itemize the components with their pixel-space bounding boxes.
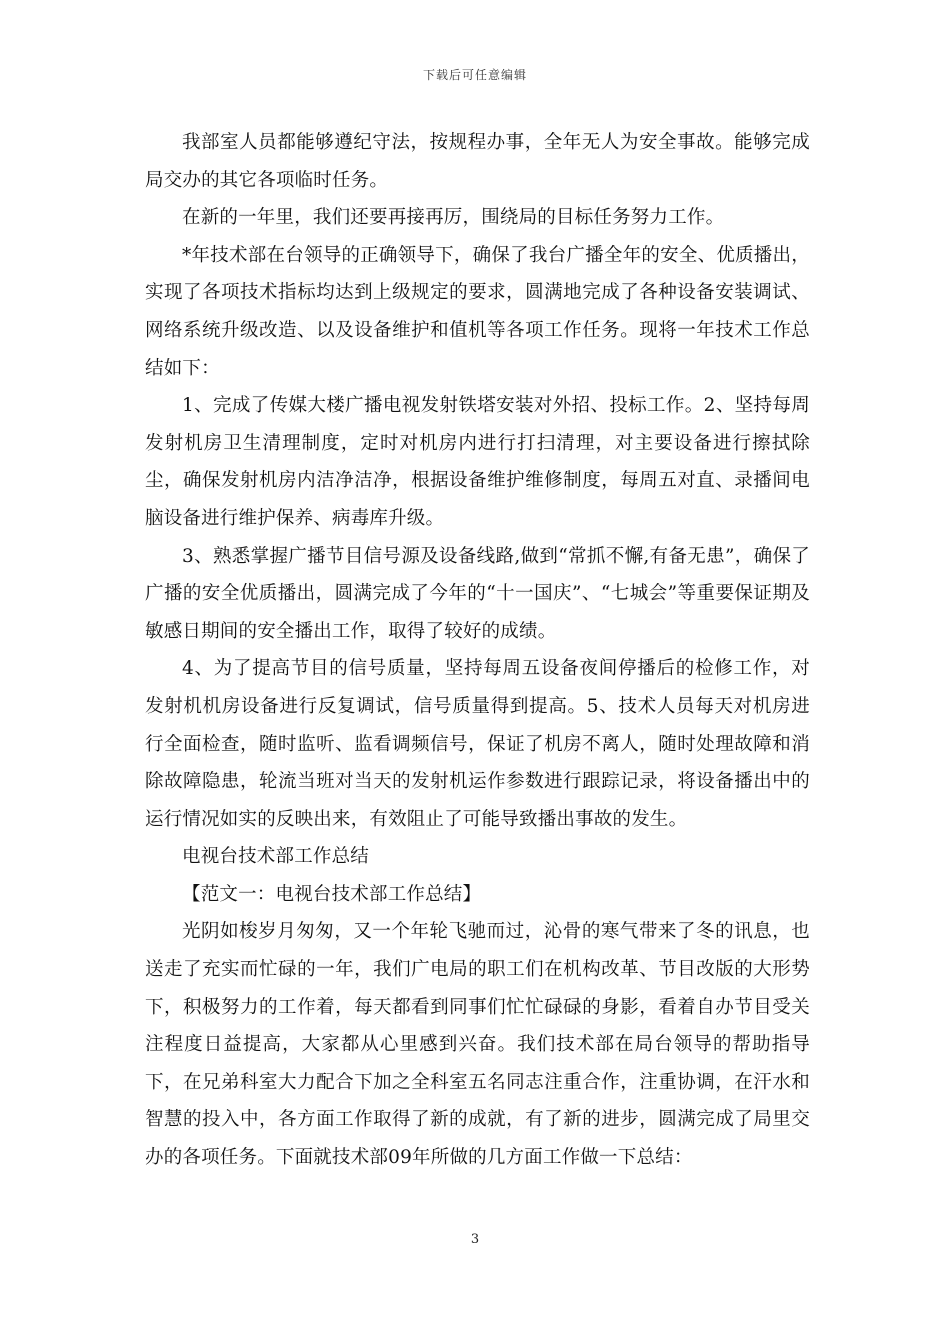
section-title: 电视台技术部工作总结 xyxy=(182,846,370,868)
paragraph-1: 我部室人员都能够遵纪守法，按规程办事，全年无人为安全事故。能够完成局交办的其它各项临时任务。 xyxy=(145,132,810,191)
paragraph-4: 1、完成了传媒大楼广播电视发射铁塔安装对外招、投标工作。2、坚持每周发射机房卫生清理制度，定时对机房内进行打扫清理，对主要设备进行擦拭除尘，确保发射机房内洁净洁净，根据设备维护维修制度，每周五对直、录播间电脑设备进行维护保养、病毒库升级。 xyxy=(145,395,810,529)
page-number: 3 xyxy=(470,1232,480,1247)
page-header: 下载后可任意编辑 xyxy=(422,68,527,82)
paragraph-3: *年技术部在台领导的正确领导下，确保了我台广播全年的安全、优质播出，实现了各项技术指标均达到上级规定的要求，圆满地完成了各种设备安装调试、网络系统升级改造、以及设备维护和值机等各项工作任务。现将一年技术工作总结如下： xyxy=(145,244,810,379)
paragraph-2: 在新的一年里，我们还要再接再厉，围绕局的目标任务努力工作。 xyxy=(182,207,725,229)
sample-heading: 【范文一：电视台技术部工作总结】 xyxy=(182,883,482,905)
paragraph-9: 光阴如梭岁月匆匆，又一个年轮飞驰而过，沁骨的寒气带来了冬的讯息，也送走了充实而忙碌的一年，我们广电局的职工们在机构改革、节目改版的大形势下，积极努力的工作着，每天都看到同事们忙忙碌碌的身影，看着自办节目受关注程度日益提高，大家都从心里感到兴奋。我们技术部在局台领导的帮助指导下，在兄弟科室大力配合下加之全科室五名同志注重合作，注重协调，在汗水和智慧的投入中，各方面工作取得了新的成就，有了新的进步，圆满完成了局里交办的各项任务。下面就技术部09年所做的几方面工作做一下总结： xyxy=(145,921,810,1169)
paragraph-6: 4、为了提高节目的信号质量，坚持每周五设备夜间停播后的检修工作，对发射机机房设备进行反复调试，信号质量得到提高。5、技术人员每天对机房进行全面检查，随时监听、监看调频信号，保证了机房不离人，随时处理故障和消除故障隐患，轮流当班对当天的发射机运作参数进行跟踪记录，将设备播出中的运行情况如实的反映出来，有效阻止了可能导致播出事故的发生。 xyxy=(145,658,810,830)
paragraph-5: 3、熟悉掌握广播节目信号源及设备线路,做到“常抓不懈,有备无患”，确保了广播的安全优质播出，圆满完成了今年的“十一国庆”、“七城会”等重要保证期及敏感日期间的安全播出工作，取得了较好的成绩。 xyxy=(145,545,810,642)
document-body xyxy=(145,124,810,1177)
